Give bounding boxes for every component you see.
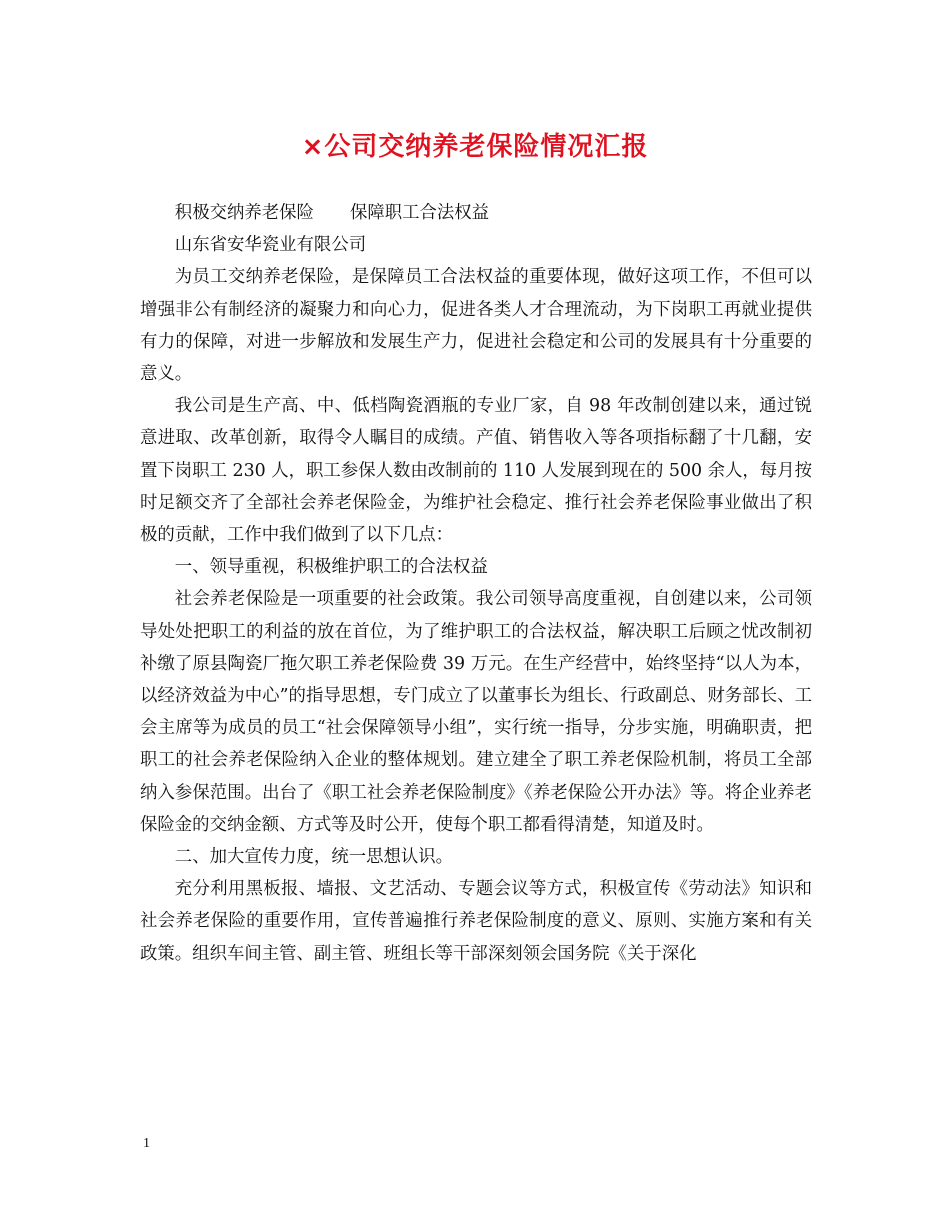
- document-subtitle: [140, 197, 812, 229]
- paragraph: 充分利用黑板报、墙报、文艺活动、专题会议等方式，积极宣传《劳动法》知识和社会养老保险的重要作用，宣传普遍推行养老保险制度的意义、原则、实施方案和有关政策。组织车间主管、副主管、班组长等干部深刻领会国务院《关于深化: [140, 879, 812, 964]
- subtitle-left: 积极交纳养老保险: [174, 203, 314, 223]
- document-body: [140, 197, 812, 970]
- subtitle-right: 保障职工合法权益: [349, 203, 490, 223]
- paragraph: 为员工交纳养老保险，是保障员工合法权益的重要体现，做好这项工作，不但可以增强非公有制经济的凝聚力和向心力，促进各类人才合理流动，为下岗职工再就业提供有力的保障，对进一步解放和发展生产力，促进社会稳定和公司的发展具有十分重要的意义。: [140, 267, 812, 385]
- paragraph: 我公司是生产高、中、低档陶瓷酒瓶的专业厂家，自 98 年改制创建以来，通过锐意进取、改革创新，取得令人瞩目的成绩。产值、销售收入等各项指标翻了十几翻，安置下岗职工 230 人，职工参保人数由改制前的 110 人发展到现在的 500 余人，每月按时足额交齐了全部社会养老保险金，为维护社会稳定、推行社会养老保险事业做出了积极的贡献，工作中我们做到了以下几点：: [140, 396, 812, 546]
- company-name: 山东省安华瓷业有限公司: [174, 235, 367, 256]
- section-heading: 二、加大宣传力度，统一思想认识。: [174, 847, 454, 868]
- section-heading: 一、领导重视，积极维护职工的合法权益: [174, 557, 488, 578]
- paragraph: 社会养老保险是一项重要的社会政策。我公司领导高度重视，自创建以来，公司领导处处把职工的利益的放在首位，为了维护职工的合法权益，解决职工后顾之忧改制初补缴了原县陶瓷厂拖欠职工养老保险费 39 万元。在生产经营中，始终坚持“以人为本，以经济效益为中心”的指导思想，专门成立了以董事长为组长、行政副总、财务部长、工会主席等为成员的员工“社会保障领导小组”，实行统一指导，分步实施，明确职责，把职工的社会养老保险纳入企业的整体规划。建立建全了职工养老保险机制，将员工全部纳入参保范围。出台了《职工社会养老保险制度》《养老保险公开办法》等。将企业养老保险金的交纳金额、方式等及时公开，使每个职工都看得清楚，知道及时。: [140, 589, 812, 835]
- page-number: 1: [143, 1136, 150, 1151]
- document-title: ×公司交纳养老保险情况汇报: [301, 132, 649, 162]
